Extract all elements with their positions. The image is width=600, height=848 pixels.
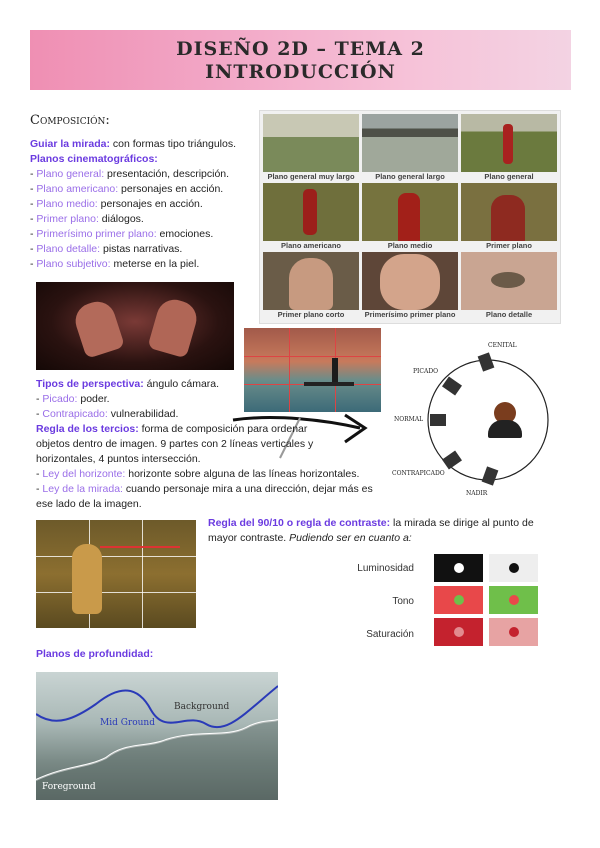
foreground-label: Foreground bbox=[42, 782, 96, 792]
camera-angle-diagram bbox=[380, 330, 580, 500]
camera-icon bbox=[430, 414, 446, 426]
composition-text-block bbox=[30, 137, 260, 272]
shot-caption: Plano americano bbox=[280, 241, 342, 250]
shot-image bbox=[263, 114, 359, 172]
subjective-shot-image bbox=[36, 282, 234, 370]
shot-caption: Primerísimo primer plano bbox=[364, 310, 456, 319]
shot-image bbox=[362, 183, 458, 241]
shot-image bbox=[461, 114, 557, 172]
shot-image bbox=[461, 183, 557, 241]
contrast-text-block: Regla del 90/10 o regla de contraste: la mirada se dirige al punto de mayor contraste. Pudiendo ser en cuanto a: bbox=[208, 517, 534, 544]
shot-image bbox=[461, 252, 557, 310]
plano-item: - Plano general: presentación, descripción. bbox=[30, 168, 230, 180]
planos-label: Planos cinematográficos: bbox=[30, 153, 158, 165]
cheetah-thirds-image bbox=[36, 520, 196, 628]
header-subtitle: INTRODUCCIÓN bbox=[205, 61, 396, 83]
plano-item: - Primerísimo primer plano: emociones. bbox=[30, 228, 214, 240]
contrast-swatch bbox=[434, 554, 483, 582]
guide-text: con formas tipo triángulos. bbox=[109, 138, 237, 150]
plano-item: - Plano subjetivo: meterse en la piel. bbox=[30, 258, 200, 270]
angle-label: CONTRAPICADO bbox=[392, 470, 445, 477]
shot-caption: Primer plano corto bbox=[277, 310, 345, 319]
contrast-row-label: Luminosidad bbox=[357, 563, 414, 574]
shot-image bbox=[362, 252, 458, 310]
shot-caption: Plano detalle bbox=[485, 310, 533, 319]
shot-image bbox=[263, 252, 359, 310]
shot-image bbox=[362, 114, 458, 172]
shot-caption: Plano medio bbox=[387, 241, 433, 250]
contrast-swatch bbox=[489, 618, 538, 646]
midground-label: Mid Ground bbox=[100, 718, 155, 728]
shot-caption: Primer plano bbox=[486, 241, 532, 250]
guide-label: Guiar la mirada: bbox=[30, 138, 110, 150]
shot-caption: Plano general largo bbox=[375, 172, 445, 181]
shot-caption: Plano general bbox=[484, 172, 534, 181]
header-banner bbox=[30, 30, 571, 90]
shot-types-grid bbox=[259, 110, 561, 324]
angle-label: PICADO bbox=[413, 368, 439, 375]
depth-label: Planos de profundidad: bbox=[36, 648, 154, 660]
shot-caption: Plano general muy largo bbox=[267, 172, 355, 181]
header-title: DISEÑO 2D – TEMA 2 bbox=[176, 38, 425, 60]
contrast-row-label: Saturación bbox=[366, 629, 414, 640]
angle-label: CENITAL bbox=[488, 342, 517, 349]
section-title-composition: Composición: bbox=[30, 113, 110, 128]
perspective-text-block: Tipos de perspectiva: ángulo cámara. - Picado: poder. - Contrapicado: vulnerabilidad. Regla de los tercios: forma de composición para ordenar objetos dentro de imagen. 9 partes con 2 líneas verticales y horizontales, 4 puntos intersección. - Ley del horizonte: horizonte sobre alguna de las líneas horizontales. - Ley de la mirada: cuando personaje mira a una dirección, dejar más es ese lado de la imagen. bbox=[36, 378, 373, 510]
plano-item: - Plano americano: personajes en acción. bbox=[30, 183, 224, 195]
angle-label: NORMAL bbox=[394, 416, 424, 423]
contrast-swatch bbox=[434, 618, 483, 646]
contrast-swatch bbox=[434, 586, 483, 614]
contrast-row-label: Tono bbox=[392, 596, 414, 607]
angle-label: NADIR bbox=[466, 490, 488, 497]
contrast-swatch bbox=[489, 586, 538, 614]
plano-item: - Primer plano: diálogos. bbox=[30, 213, 144, 225]
plano-item: - Plano medio: personajes en acción. bbox=[30, 198, 203, 210]
depth-planes-image bbox=[36, 672, 278, 800]
plano-item: - Plano detalle: pistas narrativas. bbox=[30, 243, 183, 255]
background-label: Background bbox=[174, 702, 230, 712]
contrast-swatch bbox=[489, 554, 538, 582]
shot-image bbox=[263, 183, 359, 241]
